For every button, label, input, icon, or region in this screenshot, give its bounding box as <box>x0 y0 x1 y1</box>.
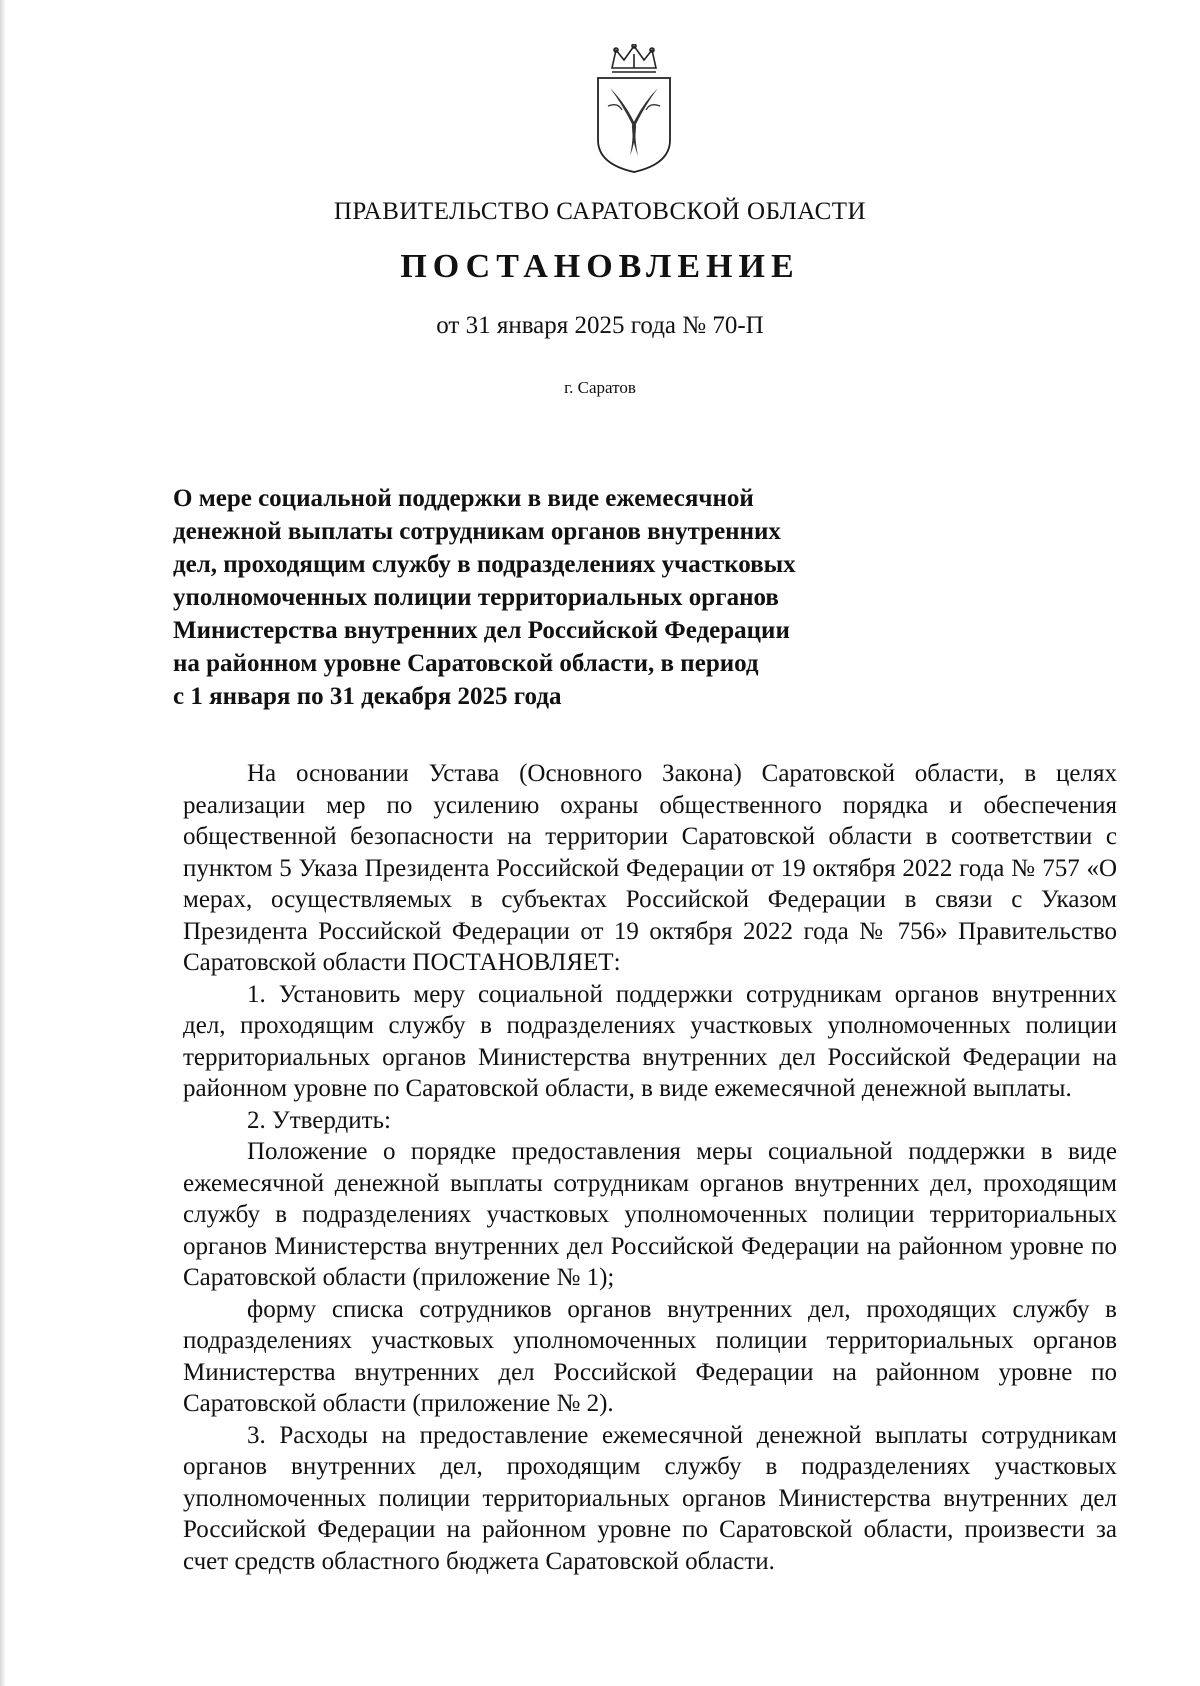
document-city: г. Саратов <box>564 378 636 397</box>
document-title <box>173 482 873 713</box>
coat-of-arms-icon <box>592 44 676 174</box>
title-line: О мере социальной поддержки в виде ежемесячной <box>173 485 754 512</box>
title-line: дел, проходящим службу в подразделениях участковых <box>173 551 796 578</box>
document-type: ПОСТАНОВЛЕНИЕ <box>400 248 800 285</box>
title-line: Министерства внутренних дел Российской Федерации <box>173 617 790 644</box>
item-1-paragraph: 1. Установить меру социальной поддержки сотрудникам органов внутренних дел, проходящим службу в подразделениях участковых уполномоченных полиции территориальных органов Министерства внутренних дел Российской Федерации на районном уровне по Саратовской области, в виде ежемесячной денежной выплаты. <box>183 980 1117 1102</box>
item-2a-paragraph: Положение о порядке предоставления меры социальной поддержки в виде ежемесячной денежной выплаты сотрудникам органов внутренних дел, проходящим службу в подразделениях участковых уполномоченных полиции территориальных органов Министерства внутренних дел Российской Федерации на районном уровне по Саратовской области (приложение № 1); <box>183 1138 1117 1291</box>
title-line: денежной выплаты сотрудникам органов внутренних <box>173 518 781 545</box>
document-body <box>183 758 1117 1577</box>
item-2b-paragraph: форму списка сотрудников органов внутренних дел, проходящих службу в подразделениях участковых уполномоченных полиции территориальных органов Министерства внутренних дел Российской Федерации на районном уровне по Саратовской области (приложение № 2). <box>183 1295 1117 1417</box>
item-2-paragraph: 2. Утвердить: <box>247 1106 391 1134</box>
title-line: с 1 января по 31 декабря 2025 года <box>173 683 562 710</box>
item-3-paragraph: 3. Расходы на предоставление ежемесячной денежной выплаты сотрудникам органов внутренних дел, проходящим службу в подразделениях участковых уполномоченных полиции территориальных органов Министерства внутренних дел Российской Федерации на районном уровне по Саратовской области, произвести за счет средств областного бюджета Саратовской области. <box>183 1421 1117 1575</box>
document-date-number: от 31 января 2025 года № 70-П <box>436 312 764 339</box>
title-line: на районном уровне Саратовской области, в период <box>173 650 759 677</box>
organization-name: ПРАВИТЕЛЬСТВО САРАТОВСКОЙ ОБЛАСТИ <box>333 198 867 225</box>
title-line: уполномоченных полиции территориальных органов <box>173 584 779 611</box>
preamble-paragraph: На основании Устава (Основного Закона) Саратовской области, в целях реализации мер по усилению охраны общественного порядка и обеспечения общественной безопасности на территории Саратовской области в соответствии с пунктом 5 Указа Президента Российской Федерации от 19 октября 2022 года № 757 «О мерах, осуществляемых в субъектах Российской Федерации в связи с Указом Президента Российской Федерации от 19 октября 2022 года № 756» Правительство Саратовской области ПОСТАНОВЛЯЕТ: <box>183 760 1117 976</box>
